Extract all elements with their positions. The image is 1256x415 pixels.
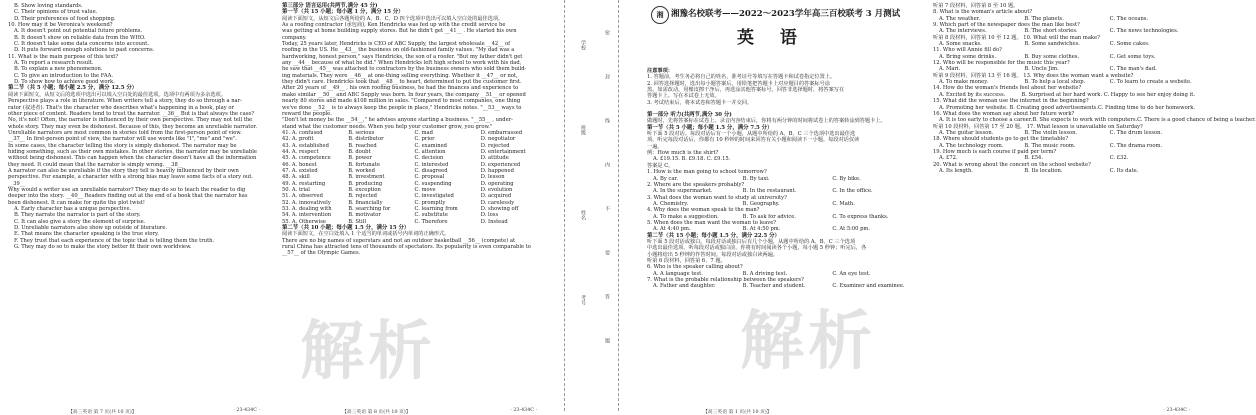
part1-instructions — [647, 118, 922, 169]
text-line: any __44__ because of what he did." When Hendricks left high school to work with his dad, — [282, 60, 522, 67]
left-questions-column — [647, 68, 922, 290]
section2-instructions — [647, 233, 922, 265]
option: B. To ask for advice. — [742, 213, 796, 220]
option: D. entertainment — [480, 148, 526, 155]
cloze-text — [282, 0, 547, 130]
option-row — [933, 143, 1195, 149]
notice-list — [647, 74, 922, 106]
option: A. Excited by its success. — [939, 91, 1006, 98]
text-line: rural China has attracted tens of thousands of spectators. Its popularity is even comparable to — [282, 244, 531, 251]
option: A. Its length. — [939, 167, 973, 174]
option: C. £32. — [1109, 155, 1129, 162]
option: C. Math. — [832, 200, 855, 207]
text-line: In some cases, the character telling the story is simply dishonest. The narrator may be — [8, 142, 237, 149]
exam-header — [647, 6, 917, 46]
option: A. By car. — [653, 175, 678, 182]
option: A. The weather. — [939, 15, 981, 22]
school-logo: 湘 — [651, 6, 669, 24]
option: C. Some cakes. — [1109, 41, 1150, 48]
text-line: C. It doesn't take some data concerns into account. — [14, 41, 150, 48]
option: D. negotiator — [480, 136, 516, 143]
text-line: been dishonest. It can make for quite the plot twist! — [8, 199, 145, 206]
option: C. The drama room. — [1109, 142, 1163, 149]
option: C. To express thanks. — [832, 213, 889, 220]
option: C. examined — [414, 142, 447, 149]
option: 53. A. dealing with — [282, 206, 332, 212]
question-stem: 7. What is the probable relationship between the speakers? — [647, 277, 804, 283]
margin-label: 不 — [604, 206, 610, 211]
text-line: D. Their preferences of food shopping. — [14, 15, 116, 22]
text-line: 第二节（共 5 小题；每小题 2.5 分，满分 12.5 分） — [8, 85, 138, 92]
text-line: A. It doesn't point out potential future problems. — [14, 28, 143, 35]
dashed-line — [618, 0, 619, 411]
instruction-line: 小题将给出 5 秒钟的作答时间。每段对话或独白读两遍。 — [647, 251, 779, 258]
option: A. In the supermarket. — [653, 188, 713, 195]
option: C. Get some toys. — [1109, 53, 1156, 60]
option: D. showing off — [480, 206, 519, 212]
option: C. In the office. — [832, 188, 873, 195]
text-line: B. To explain a new phenomenon. — [14, 66, 103, 73]
margin-label: 班级 — [580, 125, 586, 135]
text-line: After 20 years of __49__ , his own roofing business, he had the finances and experience to — [282, 85, 519, 92]
instruction-line: 听第 6 段材料，回答第 6、7 题。 — [647, 257, 726, 264]
option: C. The man's dad. — [1109, 66, 1157, 73]
text-line: __57__ of the Olympic Games. — [282, 250, 361, 257]
text-line: A narrator can also be unreliable if the story they tell is heavily influenced by their own — [8, 167, 239, 174]
cloze-options — [282, 130, 547, 225]
instruction-line: 听下面 5 段对话。每段对话后有一个小题，从题中所给的 A、B、C 三个选项中选出最佳选 — [647, 131, 856, 138]
option: B. To help a local shop. — [1024, 79, 1086, 86]
option: B. Still — [348, 218, 366, 225]
instruction-line: A. £19.15. B. £9.18. C. £9.15. — [653, 156, 731, 163]
option: B. exception — [348, 186, 381, 193]
option: B. £54. — [1024, 155, 1043, 162]
right-questions — [933, 15, 1256, 175]
option: A. Some snacks. — [939, 41, 982, 48]
text-line: A. Early character has a unique perspective. — [14, 206, 132, 212]
option: B. financially — [348, 199, 383, 206]
option: 52. A. innovatively — [282, 199, 331, 206]
option: B. Surprised at her hard work. — [1021, 91, 1103, 98]
option-row — [647, 283, 922, 289]
option: D. attitude — [480, 155, 509, 162]
margin-label: 答 — [604, 294, 610, 299]
margin-label: 题 — [604, 338, 610, 343]
right-lines — [933, 3, 1195, 16]
text-line: B. It doesn't show on reliable data from the WHO. — [14, 34, 146, 41]
option: C. The oceans. — [1109, 15, 1149, 22]
option-row — [647, 188, 922, 194]
option: A. The guitar lesson. — [939, 129, 994, 136]
text-line: he saw that __45__ was attached to contractors by the business owners who sold them build- — [282, 66, 527, 73]
margin-label: 考号 — [580, 295, 586, 305]
option: C. Its date. — [1109, 167, 1139, 174]
option: C. Happy to see her enjoy doing it. — [1103, 91, 1196, 98]
text-line: they need. It could mean that the narrator is simply wrong. __38__ — [8, 161, 183, 168]
text-line: C. Their opinions of trust value. — [14, 9, 98, 16]
option: A. To make a suggestion. — [653, 213, 719, 220]
option: B. Teacher and student. — [742, 283, 806, 290]
option: C. Finding time to do her homework. — [1097, 104, 1195, 111]
option: D. evolution — [480, 186, 513, 193]
option: C. decision — [414, 155, 444, 162]
option: C. promptly — [414, 199, 446, 206]
option: A. The technology room. — [939, 142, 1004, 149]
option: D. lesson — [480, 174, 505, 181]
text-line: 阅读下面短文，在空白处填入 1 个适当的单词或括号内单词的正确形式。 — [282, 231, 450, 238]
option: B. doubt — [348, 148, 371, 155]
option-row — [933, 66, 1195, 72]
option: B. She expects to work with computers. — [1032, 117, 1138, 124]
question-stem: 20. What is wrong about the concert on the school website? — [933, 161, 1091, 168]
option: A. The interviews. — [939, 28, 987, 35]
question-stem: 听第 8 段材料，回答第 10 至 12 题。 10. What will the man make? — [933, 34, 1100, 41]
option-row — [933, 168, 1195, 174]
option: 41. A. confused — [282, 129, 323, 136]
option: C. Therefore — [414, 218, 448, 225]
option: B. In the restaurant. — [742, 188, 797, 195]
instruction-line: 例：How much is the shirt? — [647, 150, 719, 157]
option: B. motivator — [348, 212, 381, 219]
option: C. interested — [414, 161, 449, 168]
option: D. carelessly — [480, 199, 515, 206]
option: B. fortunate — [348, 161, 380, 168]
option: B. reached — [348, 142, 377, 149]
option: 49. A. restarting — [282, 180, 326, 187]
question-stem: 6. Who is the speaker calling about? — [647, 264, 743, 271]
instruction-line: 听下面 5 段对话或独白。每段对话或独白后有几个小题，从题中所给的 A、B、C 三个选项 — [647, 238, 856, 245]
margin-label: 线 — [604, 118, 610, 123]
option: D. Instead — [480, 218, 508, 225]
option: A. Bring some drinks. — [939, 53, 996, 60]
option: 55. A. Otherwise — [282, 218, 327, 225]
first-page: 湘 湘豫名校联考——2022～2023学年高三百校联考 3 月测试 英 语 注意事项： 1. 答题前，考生务必将自己的姓名、准考证号等填写在答题卡和试卷指定位置上。 2. 回答选择题时，选出每小题答案后，用铅笔把答题卡上对应题目的答案标号涂 黑。如需改动，用橡皮擦干净后，再选涂其他答案标号。回答非选择题时，将答案写在 答题卡上。写在本试卷上无效。 3. 考试结束后，将本试卷和答题卡一并交回。 第一部分 听力(共两节,满分 30 分) 做题时，先将答案标在试卷上。录音内容结束后，你将有两分钟的时间将试卷上的答案转涂到答题卡上。 第一节（共 5 小题；每小题 1.5 分，满分 7.5 分） 听下面 5 段对话。每段对话后有一个小题，从题中所给的 A、B、C 三个选项中选出最佳选 项。听完每段对话后，你都有 10 秒钟的时间来回答有关小题和阅读下一小题。每段对话仅读 一遍。 例：How much is the shirt? A. £19.15. B. £9.18. C. £9.15. 答案是 C。 1. How is the man going to school tomorrow? A. By car. B. By taxi. C. By bike. 2. Where are the speakers probably? A. In the supermarket. B. In the restaurant. C. In the office. 3. What does the woman want to study at university? A. Chemistry. B. Geography. C. Math. 4. Why does the woman speak to the man? A. To make a suggestion. B. To ask for advice. C. To express thanks. 5. When does the man want the woman to leave? A. At 4:40 pm. B. At 4:50 pm. C. At 5:00 pm. 第二节（共 15 小题；每小题 1.5 分，满分 22.5 分） 听下面 5 段对话或独白。每段对话或独白后有几个小题，从题中所给的 A、B、C 三个选项 中选出最佳选项。听每段对话或独白前，你将有时间阅读各个小题，每小题 5 秒钟；听完后，各 小题将给出 5 秒钟的作答时间。每段对话或独白读两遍。 听第 6 段材料，回答第 6、7 题。 6. Who is the speaker calling about? A. A language test. B. A driving test. C. An eye test. 7. What is the probable relationship between the speakers? A. Father and daughter. B. Teacher and student. C. Examiner and examinee. 听第 7 段材料，回答第 8 至 10 题。 8. What is the woman's article about? A. The weather. B. The planets. C. The oceans. 9. Which part of the newspaper does the man like best? A. The interviews. B. The short stories. C. The news technologies. 听第 8 段材料，回答第 10 至 12 题。 10. What will the man make? A. Some snacks. B. Some sandwiches. C. Some cakes. 11. Who will Annie fill do? A. Bring some drinks. B. Buy some clothes. C. Get some toys. 12. Who will be responsible for the music this year? A. Mari. B. Uncle Jim. C. The man's dad. 听第 9 段材料，回答第 13 至 16 题。 13. Why does the woman want a website? A. To make money. B. To help a local shop. C. To learn to create a website. 14. How do the woman's friends feel about her website? A. Excited by its success. B. Surprised at her hard work. C. Happy to see her enjoy doing it. 15. What did the woman use the internet in the beginning? A. Promoting her website. B. Creating good advertisements. C. Finding time to do her homework. 16. What does the woman say about her future work? A. It is too early to choose a career. B. She expects to work with computers. C. There is a good chance of being a teacher. 听第 10 段材料，回答第 17 至 20 题。 17. What lesson is unavailable on Saturday? A. The guitar lesson. B. The violin lesson. C. The drum lesson. 18. Where should students go to get the timetable? A. The technology room. B. The music room. C. The drama room. 19. How much is each course if paid per term? A. £72. B. £54. C. £32. 20. What is wrong about the concert on the school website? A. Its length. B. Its location. C. Its date. 【高三英语 第 1 页(共 10 页)】 · 23-434C · — [647, 3, 1256, 415]
question-stem: 19. How much is each course if paid per term? — [933, 148, 1057, 155]
binding-margin — [556, 0, 636, 411]
question-stem: 15. What did the woman use the internet in the beginning? — [933, 98, 1089, 105]
option: B. A driving test. — [742, 270, 788, 277]
notice-line: 答题卡上。写在本试卷上无效。 — [647, 93, 720, 100]
option: A. Chemistry. — [653, 200, 689, 207]
text-line: 阅读下面短文，从短文后各题所给的 A、B、C、D 四个选项中选出可以填入空白处的最佳选项。 — [282, 15, 504, 22]
option: D. happened — [480, 167, 514, 174]
margin-label: 姓名 — [580, 210, 586, 220]
option: C. mad — [414, 129, 433, 136]
option: B. By taxi. — [742, 175, 770, 182]
option: B. worked — [348, 167, 375, 174]
question-stem: 听第 10 段材料，回答第 17 至 20 题。 17. What lesson is unavailable on Saturday? — [933, 123, 1143, 130]
listening-questions-2 — [647, 264, 922, 289]
notice-line: 1. 答题前，考生务必将自己的姓名、准考证号等填写在答题卡和试卷指定位置上。 — [647, 74, 836, 81]
question-stem: 12. Who will be responsible for the music this year? — [933, 60, 1070, 67]
question-stem: 3. What does the woman want to study at university? — [647, 194, 787, 201]
text-line: D. To show how to achieve good work. — [14, 79, 115, 86]
option: C. substitute — [414, 212, 448, 219]
instruction-line: 做题时，先将答案标在试卷上。录音内容结束后，你将有两分钟的时间将试卷上的答案转涂到答题卡上。 — [647, 118, 886, 125]
option: 42. A. profit — [282, 136, 314, 143]
option: B. rejected — [348, 193, 377, 200]
instruction-line: 第一节（共 5 小题；每小题 1.5 分，满分 7.5 分） — [647, 124, 773, 131]
option: 44. A. respect — [282, 148, 319, 155]
option-row — [933, 117, 1256, 124]
option: D. experienced — [480, 161, 521, 168]
question-stem: 11. Who will Annie fill do? — [933, 47, 1002, 54]
text-line: D. Unreliable narrators also show up outside of literature. — [14, 225, 168, 232]
reading-column: B. Show loving standards. C. Their opinions of trust value. D. Their preferences of food shopping. 10. How may it be Veronica's weekend? A. It doesn't point out potential future problems. B. It doesn't show on reliable data from the WHO. C. It doesn't take some data concerns into account. D. It puts forward enough solutions to past concerns. 11. What is the main purpose of this text? A. To report a research result. B. To explain a new phenomenon. C. To give an introduction to the FAA. D. To show how to achieve good work. 第二节（共 5 小题；每小题 2.5 分，满分 12.5 分） 阅读下面短文，从短文后的选项中选出可以填入空白处的最佳选项。选项中有两项为多余选项。 Perspective plays a role in literature. When writers tell a story, they do so through a nar- rator (叙述者). That's the character who describes what's happening in a book, play or other piece of content. Readers tend to trust the narrator. __36__ But is that always the case? No, it's not! Often, the narrator is influenced by their own perspective. They may not tell the whole story. They may even be dishonest. Because of this, they become an unreliable narrator. Unreliable narrators are most common in stories told from the first-person point of view. __37__ In first-person point of view, the narrator will use words like "I", "me" and "we". In some cases, the character telling the story is simply dishonest. The narrator may be hiding something, such as their own mistakes. In other stories, the narrator may be unreliable without being dishonest. This can happen when the character doesn't have all the information they need. It could mean that the narrator is simply wrong. __38__ A narrator can also be unreliable if the story they tell is heavily influenced by their own perspective. For example, a character with a strong bias may leave some facts of a story out. __39__ Why would a writer use an unreliable narrator? They may do so to teach the reader to dig deeper into the story. __40__ Readers finding out at the end of a book that the narrator has been dishonest. It can make for quite the plot twist! A. Early character has a unique perspective. B. They narrate the narrator is part of the story. C. It can also give a story the element of surprise. D. Unreliable narrators also show up outside of literature. E. That means the character speaking is the true story. F. They trust that each experience of the topic that is telling them the truth. G. They may do so to make the story better fit their own worldview. 【高三英语 第 7 页(共 10 页)】 · 23-434C · — [8, 0, 270, 411]
question-stem: 1. How is the man going to school tomorrow? — [647, 169, 767, 176]
margin-label: 封 — [604, 74, 610, 79]
option: A. £72. — [939, 155, 958, 162]
text-line: 11. What is the main purpose of this text? — [8, 53, 119, 60]
question-stem: 14. How do the woman's friends feel about her website? — [933, 85, 1082, 92]
option: 51. A. observed — [282, 193, 323, 200]
instruction-line: 第二节（共 15 小题；每小题 1.5 分，满分 22.5 分） — [647, 232, 780, 239]
option: C. An eye test. — [832, 270, 871, 277]
option: C. To learn to create a website. — [1109, 79, 1192, 86]
option: B. Buy some clothes. — [1024, 53, 1080, 60]
option: C. attention — [414, 148, 446, 155]
option: A. To make money. — [939, 79, 989, 86]
option: 47. A. existed — [282, 167, 318, 174]
option: A. Father and daughter. — [653, 283, 716, 290]
subject-title: 英 语 — [737, 28, 807, 48]
instruction-line: 项。听完每段对话后，你都有 10 秒钟的时间来回答有关小题和阅读下一小题。每段对话仅读 — [647, 137, 860, 144]
text-line: they didn't care. Hendricks took that __48__ to heart, determined to put the customer first. — [282, 79, 522, 86]
option: C. The news technologies. — [1109, 28, 1179, 35]
text-line: 阅读下面短文，从短文后的选项中选出可以填入空白处的最佳选项。选项中有两项为多余选项。 — [8, 91, 226, 98]
text-line: stand what the customer needs. When you help your customer grow, you grow." — [282, 123, 493, 130]
notice-line: 2. 回答选择题时，选出每小题答案后，用铅笔把答题卡上对应题目的答案标号涂 — [647, 80, 830, 87]
instruction-line: 答案是 C。 — [647, 162, 674, 169]
option-row — [933, 105, 1195, 111]
option: C. prior — [414, 136, 435, 143]
text-line: company. — [282, 34, 307, 41]
language-use-column: 第三部分 语言运用(共两节,满分 45 分) 第一节（共 15 小题；每小题 1 分，满分 15 分） 阅读下面短文，从短文后各题所给的 A、B、C、D 四个选项中选出可以填入空白处的最佳选项。 As a roofing contractor (承包商), Ken Hendricks was fed up with the credit service he was getting at home building supply stores. But he didn't get __41__ . He started his own company. Today, 25 years later, Hendricks is CEO of ABC Supply, the largest wholesale __42__ of roofing in the US. He __43__ the business on old-fashioned family values. "My dad was a hardworking, honest person," says Hendricks, the son of a roofer. "But my father didn't get any __44__ because of what he did." When Hendricks left high school to work with his dad, he saw that __45__ was attached to contractors by the business owners who sold them build- ing materials. They were __46__ at one-thing selling everything. Whether it __47__ or not, they didn't care. Hendricks took that __48__ to heart, determined to put the customer first. After 20 years of __49__ , his own roofing business, he had the finances and experience to make similar __50__ and ABC Supply was born. In four years, the company __51__ or opened nearly 80 stores and made $108 million in sales. "Compared to most companies, one thing we've done __52__ is to always keep the people in place," Hendricks notes. "__53__ ways to reward the people. "Don't let money be the __54__," he advises anyone starting a business. "__55__ , under- stand what the customer needs. When you help your customer grow, you grow." 41. A. confused B. serious C. mad D. embarrassed 42. A. profit B. distributor C. prior D. negotiator 43. A. established B. reached C. examined D. rejected 44. A. respect B. doubt C. attention D. entertainment 45. A. competence B. power C. decision D. attitude 46. A. honest B. fortunate C. interested D. experienced 47. A. existed B. worked C. disagreed D. happened 48. A. skill B. investment C. proposal D. lesson 49. A. restarting B. producing C. suspending D. operating 50. A. trial B. exception C. move D. evolution 51. A. observed B. rejected C. investigated D. acquired 52. A. innovatively B. financially C. promptly D. carelessly 53. A. dealing with B. searching for C. learning from D. showing off 54. A. intervention B. motivator C. substitute D. loss 55. A. Otherwise B. Still C. Therefore D. Instead 第二节（共 10 小题；每小题 1.5 分，满分 15 分） 阅读下面短文，在空白处填入 1 个适当的单词或括号内单词的正确形式。 There are no big names of superstars and not an outdoor basketball __56__ (compete) at rural China has attracted tens of thousands of spectators. Its popularity is even comparable to __57__ of the Olympic Games. 【高三英语 第 8 页(共 10 页)】 · 23-434C · — [282, 0, 547, 411]
text-line: There are no big names of superstars and not an outdoor basketball __56__ (compete) at — [282, 237, 516, 244]
text-line: whole story. They may even be dishonest. Because of this, they become an unreliable narrator. — [8, 123, 258, 130]
text-line: C. To give an introduction to the FAA. — [14, 72, 114, 79]
reading-text — [8, 0, 270, 250]
grammar-fill-text — [282, 225, 547, 257]
watermark-stamp: 解析 — [300, 315, 436, 389]
text-line: A. To report a research result. — [14, 60, 94, 67]
text-line: hiding something, such as their own mistakes. In other stories, the narrator may be unreliable — [8, 148, 257, 155]
watermark-stamp: 解析 — [740, 305, 876, 379]
text-line: B. Show loving standards. — [14, 3, 83, 9]
dashed-line — [564, 0, 565, 411]
option: B. searching for — [348, 206, 391, 212]
text-line: Today, 25 years later, Hendricks is CEO of ABC Supply, the largest wholesale __42__ of — [282, 41, 511, 48]
text-line: E. That means the character speaking is the true story. — [14, 231, 159, 238]
option: C. The drum lesson. — [1109, 129, 1163, 136]
text-line: 听第 7 段材料，回答第 8 至 10 题。 — [933, 3, 1019, 9]
text-line: nearly 80 stores and made $108 million in sales. "Compared to most companies, one thing — [282, 98, 521, 105]
option: 46. A. honest — [282, 161, 317, 168]
option: D. rejected — [480, 142, 510, 149]
option: C. suspending — [414, 180, 452, 187]
margin-label: 要 — [604, 250, 610, 255]
option: C. proposal — [414, 174, 445, 181]
option: 43. A. established — [282, 142, 329, 149]
text-line: B. They narrate the narrator is part of the story. — [14, 212, 141, 219]
option: C. By bike. — [832, 175, 861, 182]
text-line: 第一节（共 15 小题；每小题 1 分，满分 15 分） — [282, 9, 404, 16]
text-line: deeper into the story. __40__ Readers finding out at the end of a book that the narrator has — [8, 193, 248, 200]
text-line: 8. What is the woman's article about? — [933, 9, 1033, 16]
text-line: Unreliable narrators are most common in stories told from the first-person point of view. — [8, 129, 242, 136]
margin-label: 学校 — [580, 40, 586, 50]
option: C. learning from — [414, 206, 458, 212]
text-line: 第二节（共 10 小题；每小题 1.5 分，满分 15 分） — [282, 225, 410, 232]
option: D. operating — [480, 180, 514, 187]
text-line: C. It can also give a story the element of surprise. — [14, 218, 146, 225]
option: D. embarrassed — [480, 129, 523, 136]
notice-line: 黑。如需改动，用橡皮擦干净后，再选涂其他答案标号。回答非选择题时，将答案写在 — [647, 87, 845, 94]
notice-title: 注意事项： — [647, 68, 673, 74]
text-line: As a roofing contractor (承包商), Ken Hendricks was fed up with the credit service he — [282, 22, 506, 29]
option: B. producing — [348, 180, 383, 187]
instruction-line: 中选出最佳选项。听每段对话或独白前，你将有时间阅读各个小题，每小题 5 秒钟；听完后，各 — [647, 245, 867, 252]
text-line: __39__ — [8, 180, 25, 187]
text-line: reward the people. — [282, 110, 332, 117]
text-line: No, it's not! Often, the narrator is influenced by their own perspective. They may not tell the — [8, 117, 253, 124]
text-line: F. They trust that each experience of the topic that is telling them the truth. — [14, 237, 215, 244]
text-line: roofing in the US. He __43__ the business on old-fashioned family values. "My dad was a — [282, 47, 515, 54]
exam-title: 湘豫名校联考——2022～2023学年高三百校联考 3 月测试 — [671, 9, 901, 19]
option: C. Examiner and examinee. — [832, 283, 905, 290]
text-line: ing materials. They were __46__ at one-thing selling everything. Whether it __47__ or not, — [282, 72, 518, 79]
question-stem: 9. Which part of the newspaper does the man like best? — [933, 22, 1080, 29]
option: C. At 5:00 pm. — [832, 226, 871, 233]
option: 50. A. trial — [282, 186, 310, 193]
option: 54. A. intervention — [282, 212, 332, 219]
option: B. At 4:50 pm. — [742, 226, 781, 233]
option: A. A language test. — [653, 270, 703, 277]
text-line: G. They may do so to make the story better fit their own worldview. — [14, 244, 192, 251]
text-line: 10. How may it be Veronica's weekend? — [8, 22, 113, 29]
option: A. Promoting her website. — [939, 104, 1008, 111]
option: D. loss — [480, 212, 499, 219]
instruction-line: 一遍。 — [647, 143, 663, 150]
option: B. power — [348, 155, 372, 162]
option: C. move — [414, 186, 436, 193]
margin-label: 内 — [604, 162, 610, 167]
text-line: rator (叙述者). That's the character who describes what's happening in a book, play or — [8, 104, 234, 111]
text-line: __37__ In first-person point of view, the narrator will use words like "I", "me" and "we". — [8, 136, 237, 143]
option-row — [933, 28, 1195, 34]
option: C. There is a good chance of being a teacher. — [1137, 117, 1256, 124]
question-stem: 听第 9 段材料，回答第 13 至 16 题。 13. Why does the woman want a website? — [933, 72, 1134, 79]
option: B. serious — [348, 129, 375, 136]
option: C. investigated — [414, 193, 454, 200]
option: B. The short stories. — [1024, 28, 1078, 35]
margin-label: 密 — [604, 30, 610, 35]
text-line: Perspective plays a role in literature. When writers tell a story, they do so through a nar- — [8, 98, 242, 105]
option: B. Some sandwiches. — [1024, 41, 1080, 48]
text-line: D. It puts forward enough solutions to past concerns. — [14, 47, 155, 54]
text-line: make similar __50__ and ABC Supply was born. In four years, the company __51__ or opened — [282, 91, 526, 98]
option: B. investment — [348, 174, 385, 181]
text-line: without being dishonest. This can happen when the character doesn't have all the information — [8, 155, 257, 162]
option: B. Its location. — [1024, 167, 1063, 174]
option: B. Uncle Jim. — [1024, 66, 1059, 73]
text-line: "Don't let money be the __54__," he advises anyone starting a business. "__55__ , under- — [282, 117, 513, 124]
option-row — [647, 214, 922, 220]
text-line: hardworking, honest person," says Hendricks, the son of a roofer. "But my father didn't get — [282, 53, 523, 60]
option: B. Creating good advertisements. — [1009, 104, 1098, 111]
question-stem: 18. Where should students go to get the timetable? — [933, 136, 1069, 143]
text-line: Why would a writer use an unreliable narrator? They may do so to teach the reader to dig — [8, 186, 246, 193]
question-stem: 4. Why does the woman speak to the man? — [647, 207, 760, 214]
part1-title: 第一部分 听力(共两节,满分 30 分) — [647, 112, 732, 119]
text-line: perspective. For example, a character with a strong bias may leave some facts of a story out. — [8, 174, 253, 181]
option: A. At 4:40 pm. — [653, 226, 691, 233]
listening-questions — [647, 169, 922, 232]
option-row — [933, 155, 1195, 161]
text-line: was getting at home building supply stores. But he didn't get __41__ . He started his own — [282, 28, 517, 35]
notice-line: 3. 考试结束后，将本试卷和答题卡一并交回。 — [647, 99, 753, 106]
question-stem: 16. What does the woman say about her future work? — [933, 110, 1075, 117]
option-row — [647, 176, 922, 182]
option: A. Mari. — [939, 66, 961, 73]
option: 48. A. skill — [282, 174, 310, 181]
question-stem: 2. Where are the speakers probably? — [647, 181, 745, 188]
text-line: we've done __52__ is to always keep the people in place," Hendricks notes. "__53__ ways to — [282, 104, 522, 111]
option: 45. A. competence — [282, 155, 331, 162]
text-line: other piece of content. Readers tend to trust the narrator. __36__ But is that always the case? — [8, 110, 255, 117]
option: B. The music room. — [1024, 142, 1076, 149]
option: B. distributor — [348, 136, 384, 143]
option: B. The violin lesson. — [1024, 129, 1078, 136]
right-questions-column — [933, 3, 1256, 174]
option: D. acquired — [480, 193, 512, 200]
option: C. disagreed — [414, 167, 448, 174]
option: B. Geography. — [742, 200, 780, 207]
question-stem: 5. When does the man want the woman to leave? — [647, 219, 777, 226]
option: A. It is too early to choose a career. — [939, 117, 1033, 124]
option-row — [647, 226, 922, 232]
option: B. The planets. — [1024, 15, 1064, 22]
text-line: 第三部分 语言运用(共两节,满分 45 分) — [282, 3, 378, 9]
